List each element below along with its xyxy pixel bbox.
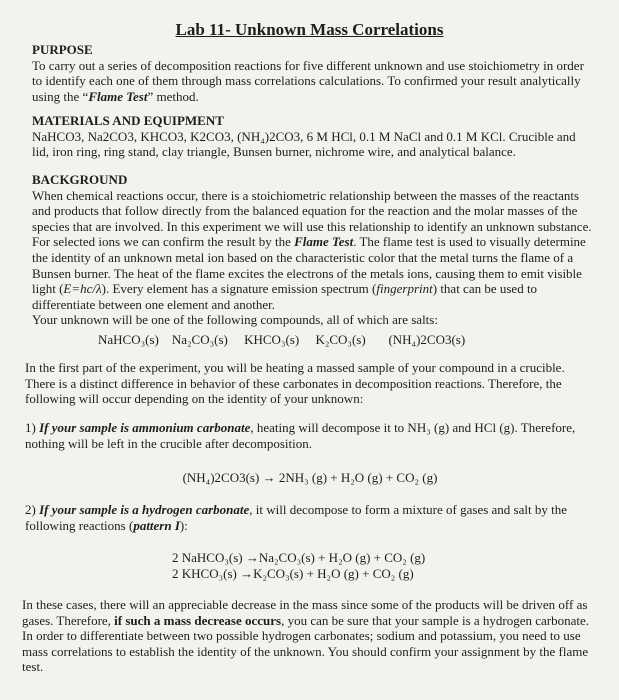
mass-decrease-emphasis: if such a mass decrease occurs: [114, 612, 282, 628]
materials-section: [32, 113, 592, 160]
pattern-term: pattern I: [133, 517, 180, 533]
case-2-equation-1: 2 NaHCO₃(s) →Na₂CO₃(s) + H₂O (g) + CO₂ (g): [172, 550, 426, 565]
page-title: Lab 11- Unknown Mass Correlations: [175, 20, 444, 39]
case-2-equation-2: 2 KHCO₃(s) →K₂CO₃(s) + H₂O (g) + CO₂ (g): [172, 566, 414, 581]
case-1-equation: (NH₄)2CO3(s) → 2NH₃ (g) + H₂O (g) + CO₂ (g): [182, 470, 438, 485]
salt-3: KHCO₃(s): [244, 332, 300, 347]
background-heading: BACKGROUND: [32, 172, 128, 187]
materials-heading: MATERIALS AND EQUIPMENT: [32, 113, 224, 128]
background-paragraph-1-end: Your unknown will be one of the following compounds, all of which are salts:: [32, 312, 438, 328]
salt-4: K₂CO₃(s): [315, 332, 366, 347]
background-section: [32, 172, 592, 328]
background-paragraph-2: In the first part of the experiment, you will be heating a massed sample of your compound in a crucible. There is a distinct difference in behavior of these carbonates in decomposition reactions. Therefore, the following will occur depending on the identity of your unknown:: [25, 360, 565, 407]
closing-paragraph: In these cases, there will an appreciable decrease in the mass since some of the products will be driven off as gases. Therefore, if such a mass decrease occurs, you can be sure that your sample is a hydrogen carbonate. In order to differentiate between two possible hydrogen carbonates; sodium and potassium, you need to use mass correlations to establish the identity of the unknown. You should confirm your assignment by the flame test.: [22, 597, 590, 675]
case-1-text: 1) If your sample is ammonium carbonate, heating will decompose it to NH₃ (g) and HCl (g). Therefore, nothing will be left in the crucible after decomposition.: [25, 420, 576, 451]
salt-2: Na₂CO₃(s): [171, 332, 228, 347]
background-paragraph-1: When chemical reactions occur, there is a stoichiometric relationship between the masses of the reactants and products that follow directly from the balanced equation for the reaction and the molar masses of the species that are involved. In this experiment we will use this relationship to identify an unknown substance. For selected ions we can confirm the result by the Flame Test. The flame test is used to visually determine the identity of an unknown metal ion based on the characteristic color that the metal turns the flame of a Bunsen burner. The heat of the flame excites the electrons of the metals ions, causing them to emit visible light (E=hc/λ). Every element has a signature emission spectrum (fingerprint) that can be used to differentiate between one element and another.: [32, 187, 592, 312]
salt-1: NaHCO₃(s): [98, 332, 159, 347]
salt-5: (NH₄)2CO3(s): [388, 332, 466, 347]
salts-list: [98, 332, 598, 348]
case-2-text: 2) If your sample is a hydrogen carbonate, it will decompose to form a mixture of gases and salt by the following reactions (pattern I):: [25, 502, 567, 533]
case-1-lead: If your sample is ammonium carbonate: [39, 420, 251, 435]
purpose-heading: PURPOSE: [32, 42, 93, 57]
purpose-text: To carry out a series of decomposition reactions for five different unknown and use stoichiometry in order to identify each one of them through mass correlations calculations. To confirmed your result analytically using the “Flame Test” method.: [32, 57, 584, 104]
purpose-section: [32, 42, 592, 104]
flame-test-term: Flame Test: [88, 88, 148, 104]
case-2-lead: If your sample is a hydrogen carbonate: [39, 502, 250, 517]
materials-text: NaHCO3, Na2CO3, KHCO3, K2CO3, (NH₄)2CO3, 6 M HCl, 0.1 M NaCl and 0.1 M KCl. Crucible and lid, iron ring, ring stand, clay triangle, Bunsen burner, nichrome wire, and analytical balance.: [32, 128, 576, 160]
